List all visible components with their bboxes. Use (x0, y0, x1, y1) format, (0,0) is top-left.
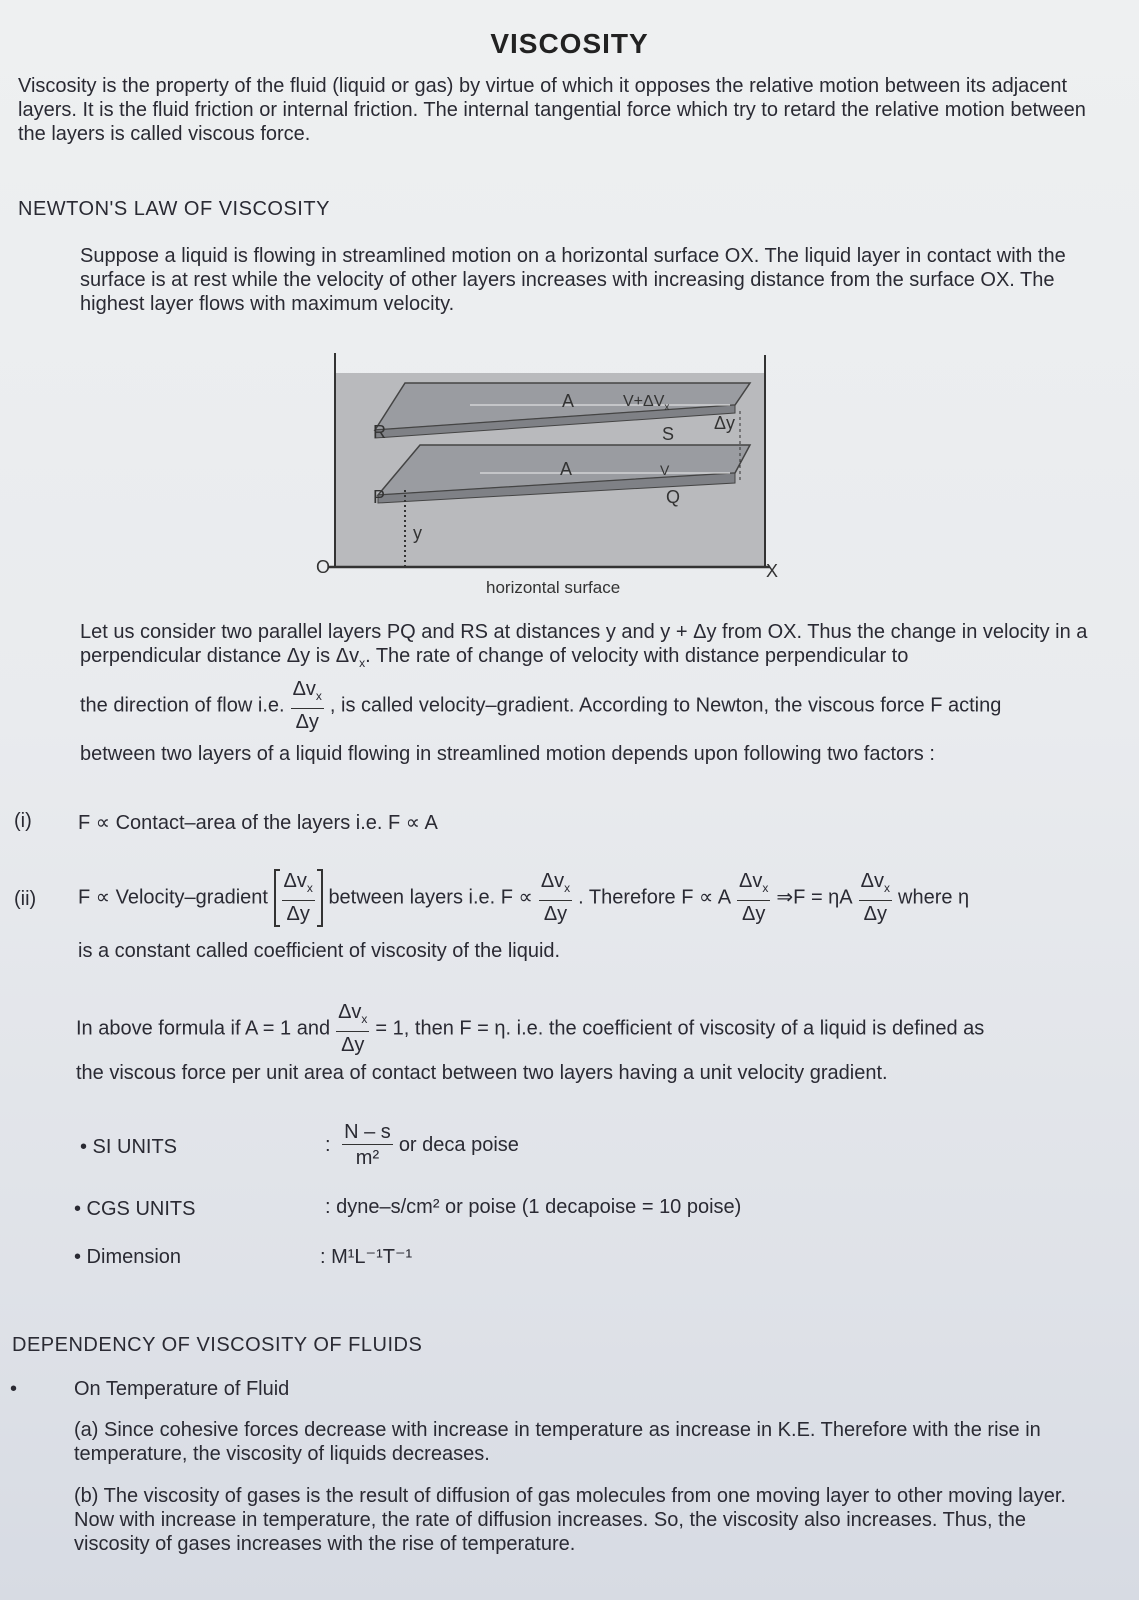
def-text-a: In above formula if A = 1 and (76, 1017, 331, 1040)
frac-den: Δy (543, 903, 568, 925)
frac-sub: x (762, 881, 769, 895)
label-v: V (660, 462, 670, 478)
newton-paragraph-1: Suppose a liquid is flowing in streamlined motion on a horizontal surface OX. The liquid layer in contact with the surface is at rest while the velocity of other layers increases with increasing distance from the surface OX. The highest layer flows with maximum velocity. (80, 245, 1066, 315)
frac-den: Δy (341, 1034, 365, 1056)
label-y: y (413, 523, 422, 543)
frac-num: Δv (860, 870, 884, 892)
dependency-heading: DEPENDENCY OF VISCOSITY OF FLUIDS (12, 1334, 423, 1356)
def-text-b: = 1, then F = η. i.e. the coefficient of viscosity of a liquid is defined as (375, 1017, 985, 1040)
definition-line (76, 1000, 984, 1058)
frac-sub: x (564, 881, 571, 895)
item2-text-d: ⇒F = ηA (776, 886, 853, 909)
fraction-3 (737, 869, 770, 927)
item-2-line-2: is a constant called coefficient of viscosity of the liquid. (78, 940, 561, 962)
newton-heading: NEWTON'S LAW OF VISCOSITY (18, 198, 330, 220)
item-2-label: (ii) (14, 888, 37, 910)
para2-text: Let us consider two parallel layers PQ and RS at distances y and y + Δy from OX. Thus the change in velocity in a perpendicular distance Δy is Δv (80, 621, 1088, 667)
frac-num: Δv (540, 870, 565, 892)
frac-num: Δv (292, 678, 316, 700)
label-x: X (766, 561, 779, 581)
label-q: Q (666, 487, 681, 507)
definition-line-2: the viscous force per unit area of contact between two layers having a unit velocity gradient. (76, 1062, 888, 1084)
si-units-value: : $\frac{N - s}{\text{m²}}$ or deca poise (325, 1121, 519, 1169)
frac-den: Δy (295, 711, 319, 733)
dependency-point-b: (b) The viscosity of gases is the result of diffusion of gas molecules from one moving layer to other moving layer. Now with increase in temperature, the rate of diffusion increases. So, the viscosity also increases. Thus, the viscosity of gases increases with the rise of temperature. (74, 1485, 1066, 1555)
label-dy: Δy (714, 413, 736, 433)
si-units-label: • SI UNITS (80, 1136, 178, 1158)
dependency-point-a: (a) Since cohesive forces decrease with increase in temperature as increase in K.E. Therefore with the rise in temperature, the viscosity of liquids decreases. (74, 1419, 1041, 1465)
label-p: P (373, 487, 386, 507)
newton-paragraph-4: between two layers of a liquid flowing in streamlined motion depends upon following two factors : (80, 743, 935, 765)
label-a-bottom: A (560, 459, 573, 479)
item2-text-e: where η (898, 886, 970, 909)
label-a-top: A (562, 391, 575, 411)
frac-den: Δy (286, 903, 310, 925)
si-den: m² (355, 1147, 380, 1169)
cgs-units-label: • CGS UNITS (74, 1198, 196, 1220)
dimension-label: • Dimension (74, 1246, 182, 1268)
label-r: R (373, 422, 386, 442)
temperature-subheading: On Temperature of Fluid (74, 1378, 290, 1400)
item2-text-a: F ∝ Velocity–gradient (78, 886, 268, 909)
frac-sub: x (315, 689, 322, 703)
frac-num: Δv (739, 870, 763, 892)
label-o: O (316, 557, 331, 577)
para2-subscript: x (359, 656, 366, 670)
frac-sub: x (361, 1012, 368, 1026)
frac-num: Δv (283, 870, 307, 892)
cgs-units-value: : dyne–s/cm² or poise (1 decapoise = 10 poise) (325, 1196, 742, 1218)
item-2-formula (78, 869, 969, 927)
para3-start: the direction of flow i.e. (80, 694, 285, 717)
item-1-label: (i) (14, 810, 32, 832)
frac-num: Δv (338, 1001, 362, 1023)
newton-paragraph-3 (80, 677, 1100, 735)
fraction-2 (539, 869, 572, 927)
item2-text-c: . Therefore F ∝ A (578, 886, 732, 909)
fraction-4 (859, 869, 892, 927)
velocity-gradient-fraction (291, 677, 324, 735)
para3-end: , is called velocity–gradient. According to Newton, the viscous force F acting (329, 694, 1002, 717)
newton-paragraph-2 (80, 620, 1100, 675)
viscosity-layers-diagram (310, 345, 810, 600)
para2-end-text: . The rate of change of velocity with distance perpendicular to (365, 645, 909, 667)
si-num: N – s (344, 1121, 391, 1143)
frac-den: Δy (742, 903, 766, 925)
frac-sub: x (306, 881, 313, 895)
gradient-bracket (274, 869, 323, 927)
dependency-bullet: • (10, 1378, 18, 1400)
label-s: S (662, 424, 675, 444)
frac-den: Δy (863, 903, 887, 925)
definition-fraction (336, 1000, 369, 1058)
figure-caption: horizontal surface (486, 578, 621, 597)
page-title: VISCOSITY (490, 28, 649, 59)
item2-text-b: between layers i.e. F ∝ (328, 886, 533, 909)
si-rest: or deca poise (398, 1133, 519, 1156)
intro-paragraph: Viscosity is the property of the fluid (liquid or gas) by virtue of which it opposes the relative motion between its adjacent layers. It is the fluid friction or internal friction. The internal tangential force which try to retard the relative motion between the layers is called viscous force. (18, 75, 1086, 145)
item-1-text: F ∝ Contact–area of the layers i.e. F ∝ A (78, 812, 438, 834)
label-v-plus-dv: $V+\Delta V_x$ (623, 393, 670, 413)
frac-sub: x (884, 881, 890, 895)
dimension-value: : M¹L⁻¹T⁻¹ (320, 1246, 413, 1268)
